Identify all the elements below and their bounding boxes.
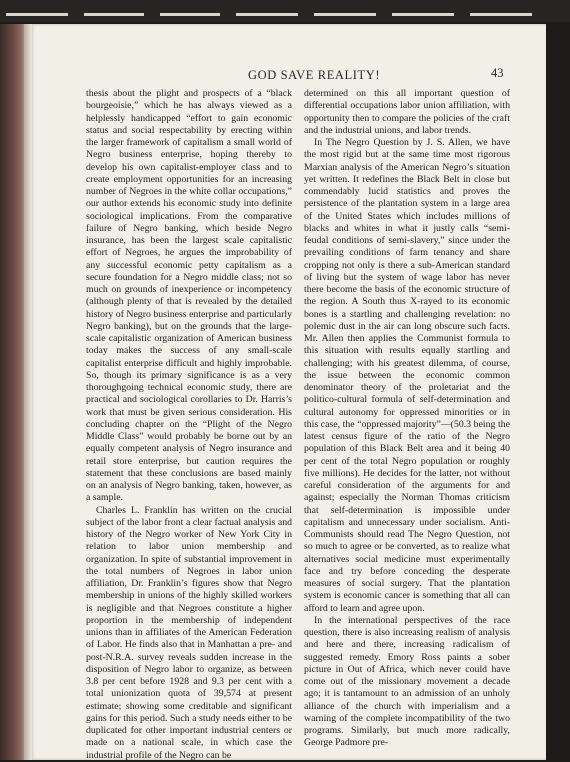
running-title: GOD SAVE REALITY! <box>248 68 381 82</box>
film-dash <box>84 13 144 16</box>
film-dash <box>392 13 454 16</box>
scan-right-shadow <box>546 24 570 760</box>
right-column <box>304 88 510 750</box>
paragraph: determined on this all important question of differential occupations labor union affiliation, with opportunity then to compare the policies of the craft and the industrial unions, and labor trends. <box>304 88 510 136</box>
paragraph: Charles L. Franklin has written on the crucial subject of the labor front a clear factual analysis and history of the Negro worker of New York City in relation to labor union membership and organization. In spite of substantial improvement in the total numbers of Negroes in labor union affiliation, Dr. Franklin’s figures show that Negro membership in unions of the highly skilled workers is negligible and that Negroes constitute a higher proportion in the membership of independent unions than in affiliates of the American Federation of Labor. He finds also that in Manhattan a pre- and post-N.R.A. survey reveals sudden increase in the disposition of Negro labor to organize, as between 3.8 per cent before 1928 and 9.3 per cent with a total unionization quota of 39,574 at present estimate; showing some creditable and significant gains for this period. Such a study needs either to be duplicated for other important industrial centers or made on a national scale, in which case the industrial profile of the Negro can be <box>86 504 292 761</box>
film-dash <box>160 13 220 16</box>
film-dash <box>236 13 298 16</box>
paragraph: In the international perspectives of the race question, there is also increasing realism of analysis and here and there, increasing radicalism of suggested remedy. Emory Ross paints a sober picture in Out of Africa, which never could have come out of the missionary movement a decade ago; it is tantamount to an admission of an unholy alliance of the church with imperialism and a warning of the complete incompatibility of the two programs. Similarly, but much more radically, George Padmore pre- <box>304 614 510 749</box>
left-column <box>86 88 292 762</box>
film-dash <box>314 13 376 16</box>
film-dash <box>470 13 532 16</box>
film-dash <box>6 13 68 16</box>
scan-top-strip <box>0 0 570 22</box>
page-number: 43 <box>491 66 504 80</box>
paragraph: In The Negro Question by J. S. Allen, we have the most rigid but at the same time most rigorous Marxian analysis of the American Negro’s situation yet written. It redefines the Black Belt in close but commendably lucid statistics and proves the persistence of the plantation system in a large area of the United States which includes millions of blacks and whites in what it justly calls “semi-feudal conditions of semi-slavery,” since under the prevailing conditions of farm tenancy and share cropping not only is there a sub-American standard of living but the system of wage labor has never there become the basis of the economic structure of the region. A South thus X-rayed to its economic bones is a startling and challenging revelation: no polemic dust in the air can long obscure such facts. Mr. Allen then applies the Communist formula to this situation with results equally startling and challenging; with his greatest dilemma, of course, the issue between the economic common denominator theory of the proletariat and the politico-cultural formula of self-determination and cultural autonomy for oppressed minorities or in this case, the “oppressed majority”—(50.3 being the latest census figure of the ratio of the Negro population of this Black Belt area and it being 40 per cent of the total Negro population or roughly five millions). He decides for the latter, not without careful consideration of the arguments for and against; especially the Norman Thomas criticism that self-determination is impossible under capitalism and unnecessary under socialism. Anti-Communists should read The Negro Question, not so much to agree or be converted, as to realize what alternatives social medicine must experimentally face and try before conceding the desperate measures of social surgery. That the plantation system is economic cancer is something that all can afford to learn and agree upon. <box>304 137 510 614</box>
paragraph: thesis about the plight and prospects of a “black bourgeoisie,” which he has always viewed as a helplessly handicapped “effort to gain economic status and social respectability by erecting within the larger framework of capitalism a small world of Negro business enterprise, hoping thereby to develop his own capitalist-employer class and to create employment opportunities for an increasing number of Negroes in the white collar occupations,” our author extends his economic study into definite sociological implications. From the comparative failure of Negro banking, which beside Negro insurance, has been the largest scale capitalistic effort of Negroes, he argues the improbability of any successful economic petty capitalism as a secure foundation for a Negro middle class; not so much on grounds of inexperience or incompetency (although plenty of that is revealed by the detailed history of Negro business enterprise and particularly Negro banking), but on the grounds that the large-scale capitalistic organization of American business today makes the success of any small-scale capitalist enterprise difficult and highly improbable. So, though its primary significance is as a very thoroughgoing technical economic study, there are practical and sociological corollaries to Dr. Harris’s work that must be given serious consideration. His concluding chapter on the “Plight of the Negro Middle Class” would probably be borne out by an equally competent analysis of Negro insurance and retail store enterprise, but caution requires the statement that these conclusions are based mainly on an analysis of Negro banking, taken, however, as a sample. <box>86 88 292 504</box>
page-gutter <box>24 24 32 760</box>
